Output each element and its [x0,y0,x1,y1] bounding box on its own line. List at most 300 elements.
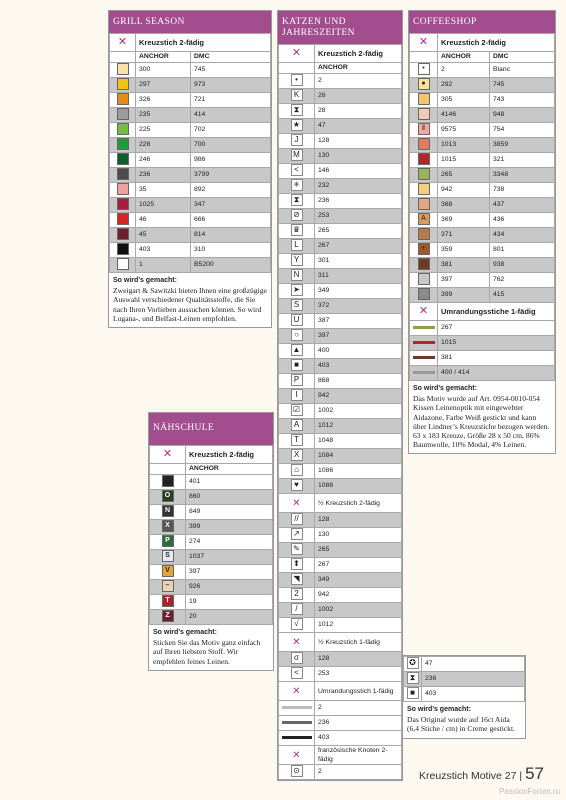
symbol-icon: ✎ [279,543,315,558]
symbol-icon: S [150,550,186,565]
symbol-icon: ↗ [279,528,315,543]
anchor-number: 1012 [315,419,402,434]
color-swatch [110,78,136,93]
anchor-number: 400 / 414 [438,366,555,381]
table-row [279,618,402,633]
table-row [110,258,271,273]
symbol-icon: A [279,419,315,434]
table-row [410,321,555,336]
table-row [279,558,402,573]
anchor-number: 1002 [315,603,402,618]
small-note: So wird’s gemacht: Das Original wurde auf 16ct Aida (6,4 Stiche / cm) in Creme gestickt. [407,706,515,734]
dmc-number: 702 [191,123,271,138]
symbol-icon: ▲ [279,344,315,359]
table-row [279,765,402,780]
table-row [279,104,402,119]
table-row [279,588,402,603]
anchor-number: 359 [438,243,490,258]
naeh-title: NÄHSCHULE [149,413,273,445]
symbol-icon: ♛ [279,224,315,239]
symbol-icon: ◥ [279,573,315,588]
symbol-icon: // [279,513,315,528]
symbol-icon: O [150,490,186,505]
dmc-number: 762 [490,273,555,288]
anchor-number: 400 [315,344,402,359]
anchor-number: 403 [315,359,402,374]
color-swatch [410,288,438,303]
grill-stitch: Kreuzstich 2-fädig [136,34,271,52]
small-key [402,655,526,739]
symbol-icon: • [279,74,315,89]
anchor-number: 26 [315,89,402,104]
symbol-icon: Y [279,254,315,269]
symbol-icon [150,475,186,490]
symbol-icon: ✪ [404,657,422,672]
dmc-number: 415 [490,288,555,303]
color-swatch [410,183,438,198]
table-row [279,419,402,434]
symbol-icon: ⧗ [279,194,315,209]
cross-icon: ✕ [110,34,136,52]
coffee-note: So wird’s gemacht: Das Motiv wurde auf Art. 0954-0010-054 Kissen Leinenoptik mit eingewebter Aidazone, Farbe Weiß gestickt und kann über Lindner’s Kreuzstiche bezogen werden. 63 x 183 Kreuze, Größe 28 x 50 cm, 86% Baumwolle, 10% Modal, 4% Leinen. [413,385,550,450]
dmc-number: 745 [490,78,555,93]
table-row [410,198,555,213]
anchor-number: 403 [315,731,402,746]
anchor-number: 297 [136,78,191,93]
symbol-icon: U [279,314,315,329]
anchor-number: 9575 [438,123,490,138]
table-row [410,288,555,303]
table-row [279,731,402,746]
table-row [404,672,525,687]
table-row [410,213,555,228]
table-row [410,258,555,273]
katzen-title: KATZEN UND JAHRESZEITEN [278,11,402,44]
color-swatch [410,168,438,183]
dmc-number: 321 [490,153,555,168]
table-row [410,366,555,381]
symbol-icon: L [279,239,315,254]
border-stitch-line [279,716,315,731]
table-row [279,89,402,104]
anchor-number: 236 [315,716,402,731]
table-row [110,228,271,243]
anchor-number: 305 [438,93,490,108]
anchor-number: 19 [186,595,273,610]
color-swatch [410,108,438,123]
color-swatch [410,138,438,153]
dmc-number: 738 [490,183,555,198]
symbol-icon: ■ [279,359,315,374]
color-swatch [110,243,136,258]
color-swatch [110,183,136,198]
symbol-icon: X [279,449,315,464]
footer-separator: | [519,770,523,782]
symbol-icon: K [279,89,315,104]
table-row [150,595,273,610]
anchor-number: 1048 [315,434,402,449]
dmc-number: 666 [191,213,271,228]
table-row [410,183,555,198]
symbol-icon: σ [279,652,315,667]
katzen-key [277,10,403,781]
anchor-number: 225 [136,123,191,138]
table-row [150,565,273,580]
table-row [110,183,271,198]
color-swatch: ⦀ [410,123,438,138]
color-swatch [110,153,136,168]
anchor-number: 2 [315,701,402,716]
dmc-number: 414 [191,108,271,123]
table-row [110,153,271,168]
dmc-number: 721 [191,93,271,108]
anchor-number: 35 [136,183,191,198]
anchor-number: 1015 [438,153,490,168]
anchor-header: ANCHOR [186,464,273,475]
section-header: ✕ französische Knoten 2-fädig [279,746,402,765]
anchor-number: 369 [438,213,490,228]
symbol-icon: ⬆ [279,558,315,573]
dmc-header: DMC [490,52,555,63]
anchor-number: 253 [315,209,402,224]
anchor-number: 146 [315,164,402,179]
table-row [279,224,402,239]
anchor-header: ANCHOR [136,52,191,63]
table-row [150,490,273,505]
dmc-number: 3348 [490,168,555,183]
color-swatch [110,93,136,108]
color-swatch: • [410,63,438,78]
coffeeshop-key [408,10,556,454]
color-swatch [110,63,136,78]
color-swatch [410,258,438,273]
table-row [150,505,273,520]
grill-title: GRILL SEASON [109,11,271,33]
anchor-number: 265 [315,543,402,558]
anchor-number: 232 [315,179,402,194]
table-row [150,580,273,595]
table-row [410,228,555,243]
table-row [279,464,402,479]
table-row [279,701,402,716]
dmc-number: 436 [490,213,555,228]
table-row [410,336,555,351]
table-row [110,78,271,93]
dmc-number: 754 [490,123,555,138]
table-row [150,535,273,550]
border-stitch-line [410,336,438,351]
table-row [404,687,525,702]
table-row [410,78,555,93]
anchor-number: 46 [136,213,191,228]
anchor-number: 253 [315,667,402,682]
symbol-icon: N [279,269,315,284]
anchor-number: 399 [438,288,490,303]
table-row [279,194,402,209]
anchor-number: 942 [315,389,402,404]
anchor-number: 4146 [438,108,490,123]
color-swatch [410,228,438,243]
anchor-number: 942 [438,183,490,198]
anchor-number: 267 [438,321,555,336]
symbol-icon: I [279,389,315,404]
dmc-number: 814 [191,228,271,243]
table-row [279,479,402,494]
anchor-number: 2 [438,63,490,78]
anchor-number: 2 [315,74,402,89]
section-header: ✕ ½ Kreuzstich 1-fädig [279,633,402,652]
dmc-number: 973 [191,78,271,93]
anchor-number: 397 [186,565,273,580]
symbol-icon: X [150,520,186,535]
table-row [279,164,402,179]
symbol-icon: ⧗ [404,672,422,687]
anchor-number: 368 [438,198,490,213]
anchor-number: 326 [136,93,191,108]
dmc-number: B5200 [191,258,271,273]
symbol-icon: T [150,595,186,610]
anchor-number: 1086 [315,464,402,479]
table-row [279,374,402,389]
anchor-number: 371 [438,228,490,243]
symbol-icon: ○ [279,329,315,344]
table-row [410,351,555,366]
symbol-icon: √ [279,618,315,633]
section-header: ✕ Umrandungsstiche 1-fädig [410,303,555,321]
anchor-number: 1088 [315,479,402,494]
dmc-number: 938 [490,258,555,273]
anchor-number: 349 [315,573,402,588]
table-row [150,520,273,535]
table-row [110,138,271,153]
table-row [110,198,271,213]
anchor-number: 926 [186,580,273,595]
table-row [150,475,273,490]
symbol-icon: N [150,505,186,520]
naeh-stitch: Kreuzstich 2-fädig [186,446,273,464]
color-swatch [410,153,438,168]
anchor-number: 28 [315,104,402,119]
table-row [110,93,271,108]
anchor-number: 401 [186,475,273,490]
table-row [150,610,273,625]
table-row [279,667,402,682]
symbol-icon: – [150,580,186,595]
table-row [279,269,402,284]
naehschule-key [148,412,274,671]
color-swatch [110,228,136,243]
table-row [279,314,402,329]
table-row [279,179,402,194]
table-row [279,573,402,588]
anchor-number: 1084 [315,449,402,464]
anchor-number: 311 [315,269,402,284]
anchor-number: 349 [315,284,402,299]
anchor-number: 381 [438,351,555,366]
anchor-number: 1037 [186,550,273,565]
anchor-number: 397 [315,329,402,344]
table-row [279,603,402,618]
table-row [410,108,555,123]
anchor-number: 868 [315,374,402,389]
anchor-header: ANCHOR [438,52,490,63]
anchor-number: 397 [438,273,490,288]
dmc-number: Blanc [490,63,555,78]
table-row [279,209,402,224]
anchor-number: 45 [136,228,191,243]
table-row [410,93,555,108]
table-row [410,123,555,138]
table-row [410,243,555,258]
coffee-stitch: Kreuzstich 2-fädig [438,34,555,52]
table-row [279,449,402,464]
color-swatch [110,123,136,138]
table-row [279,434,402,449]
symbol-icon: ☑ [279,404,315,419]
dmc-number: 892 [191,183,271,198]
dmc-header: DMC [191,52,271,63]
anchor-number: 381 [438,258,490,273]
color-swatch [410,198,438,213]
anchor-number: 1002 [315,404,402,419]
dmc-number: 3859 [490,138,555,153]
symbol-icon: 2 [279,588,315,603]
page-number: 57 [525,764,544,783]
symbol-icon: J [279,134,315,149]
anchor-header: ANCHOR [315,63,402,74]
color-swatch: + [410,243,438,258]
color-swatch: A [410,213,438,228]
anchor-number: 942 [315,588,402,603]
anchor-number: 1012 [315,618,402,633]
symbol-icon: ■ [404,687,422,702]
dmc-number: 310 [191,243,271,258]
color-swatch: ● [410,78,438,93]
anchor-number: 292 [438,78,490,93]
page-footer [419,764,544,784]
table-row [110,63,271,78]
table-row [410,273,555,288]
katzen-table [278,44,402,780]
table-row [279,329,402,344]
coffee-title: COFFEESHOP [409,11,555,33]
table-row [410,63,555,78]
color-swatch [110,213,136,228]
magazine-title: Kreuzstich Motive 27 [419,770,517,782]
dmc-number: 801 [490,243,555,258]
table-row [279,513,402,528]
anchor-number: 1 [136,258,191,273]
table-row [279,284,402,299]
color-swatch [110,168,136,183]
color-swatch [110,138,136,153]
anchor-number: 265 [438,168,490,183]
grill-note: So wird’s gemacht: Zweigart & Sawitzki bieten Ihnen eine großzügige Auswahl verschiedener Qualitätsstoffe, die Sie nach Ihren Vorlieben aussuchen können. So wird Lugana-, und Belfast-Leinen empfohlen. [113,277,267,323]
table-row [279,74,402,89]
table-row [279,299,402,314]
dmc-number: 948 [490,108,555,123]
coffee-table [409,33,555,381]
border-stitch-line [410,321,438,336]
color-swatch [410,273,438,288]
table-row [110,213,271,228]
cross-icon: ✕ [410,34,438,52]
dmc-number: 3799 [191,168,271,183]
symbol-icon: ⧗ [279,104,315,119]
symbol-icon: Z [150,610,186,625]
anchor-number: 301 [315,254,402,269]
naeh-note: So wird’s gemacht: Sticken Sie das Motiv ganz einfach auf Ihren liebsten Stoff. Wir empfehlen feines Leinen. [153,629,261,666]
symbol-icon: M [279,149,315,164]
anchor-number: 372 [315,299,402,314]
dmc-number: 745 [191,63,271,78]
table-row [279,344,402,359]
table-row [279,149,402,164]
symbol-icon: P [150,535,186,550]
table-row [279,389,402,404]
dmc-number: 434 [490,228,555,243]
anchor-number: 236 [136,168,191,183]
symbol-icon: T [279,434,315,449]
table-row [410,153,555,168]
table-row [110,123,271,138]
anchor-number: 1015 [438,336,555,351]
anchor-number: 860 [186,490,273,505]
katzen-stitch: Kreuzstich 2-fädig [315,45,402,63]
dmc-number: 986 [191,153,271,168]
table-row [279,543,402,558]
anchor-number: 236 [422,672,525,687]
symbol-icon: < [279,164,315,179]
anchor-number: 265 [315,224,402,239]
anchor-number: 246 [136,153,191,168]
border-stitch-line [279,731,315,746]
symbol-icon: ➤ [279,284,315,299]
symbol-icon: < [279,667,315,682]
anchor-number: 236 [315,194,402,209]
grill-season-key [108,10,272,328]
symbol-icon: S [279,299,315,314]
cross-icon: ✕ [150,446,186,464]
color-swatch [110,198,136,213]
table-row [110,168,271,183]
cross-icon: ✕ [279,45,315,63]
table-row [404,657,525,672]
color-swatch [110,108,136,123]
dmc-number: 700 [191,138,271,153]
table-row [279,134,402,149]
section-header: ✕ ½ Kreuzstich 2-fädig [279,494,402,513]
anchor-number: 403 [422,687,525,702]
anchor-number: 399 [186,520,273,535]
grill-table [109,33,271,273]
table-row [279,404,402,419]
border-stitch-line [279,701,315,716]
anchor-number: 228 [136,138,191,153]
anchor-number: 1013 [438,138,490,153]
table-row [150,550,273,565]
anchor-number: 2 [315,765,402,780]
symbol-icon: / [279,603,315,618]
anchor-number: 274 [186,535,273,550]
anchor-number: 235 [136,108,191,123]
anchor-number: 267 [315,239,402,254]
table-row [110,243,271,258]
anchor-number: 130 [315,528,402,543]
anchor-number: 300 [136,63,191,78]
symbol-icon: ★ [279,119,315,134]
anchor-number: 387 [315,314,402,329]
